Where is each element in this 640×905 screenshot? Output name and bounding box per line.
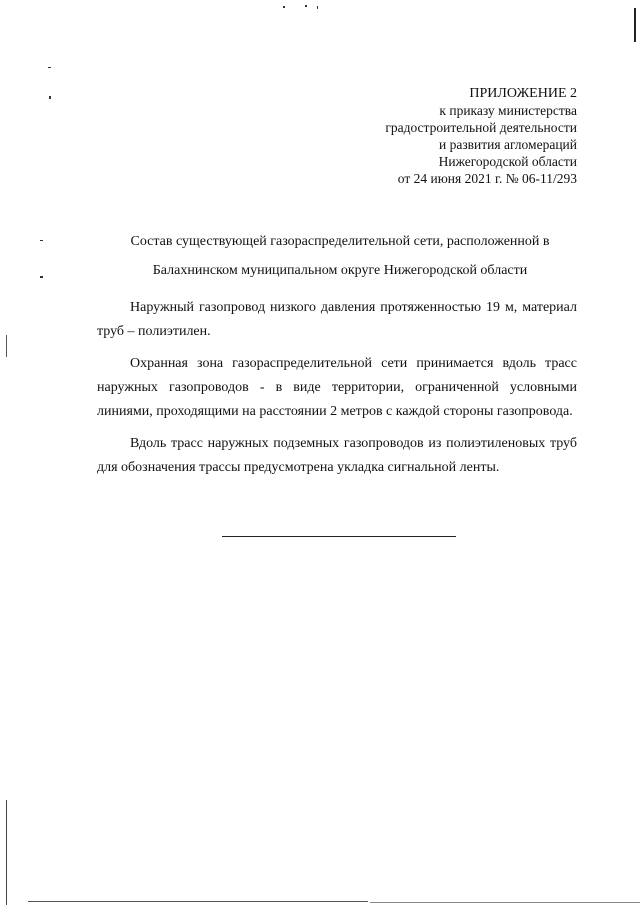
scan-edge-left: [6, 800, 7, 905]
document-body: [97, 296, 577, 488]
paragraph: Вдоль трасс наружных подземных газопроводов из полиэтиленовых труб для обозначения трассы предусмотрена укладка сигнальной ленты.: [97, 436, 577, 475]
document-title-line: Состав существующей газораспределительной сети, расположенной в: [130, 234, 550, 249]
scan-speck: [317, 6, 318, 9]
scan-speck: [40, 276, 43, 278]
appendix-line: градостроительной деятельности: [385, 120, 577, 135]
scan-edge-bottom: [28, 901, 368, 902]
scan-speck: [283, 6, 285, 8]
scan-speck: [49, 96, 51, 99]
appendix-line: к приказу министерства: [439, 103, 577, 118]
closing-rule: [222, 536, 456, 537]
paragraph: Наружный газопровод низкого давления протяженностью 19 м, материал труб – полиэтилен.: [97, 300, 577, 339]
paragraph: Охранная зона газораспределительной сети принимается вдоль трасс наружных газопроводов - в виде территории, ограниченной условными линиями, проходящими на расстоянии 2 метров с каждой стороны газопровода.: [97, 356, 577, 419]
appendix-line: Нижегородской области: [438, 154, 577, 169]
scan-edge-right: [634, 8, 636, 42]
document-title-line: Балахнинском муниципальном округе Нижегородской области: [152, 263, 528, 278]
scan-speck: [305, 5, 307, 7]
scan-speck: [40, 240, 43, 241]
scan-speck: [48, 67, 51, 68]
scan-edge-bottom: [370, 902, 640, 903]
scan-edge-left: [6, 335, 7, 357]
appendix-order-date: от 24 июня 2021 г. № 06-11/293: [397, 171, 577, 186]
document-title: [95, 227, 585, 285]
appendix-header: [385, 85, 577, 187]
appendix-title: ПРИЛОЖЕНИЕ 2: [469, 86, 577, 101]
appendix-line: и развития агломераций: [438, 137, 577, 152]
